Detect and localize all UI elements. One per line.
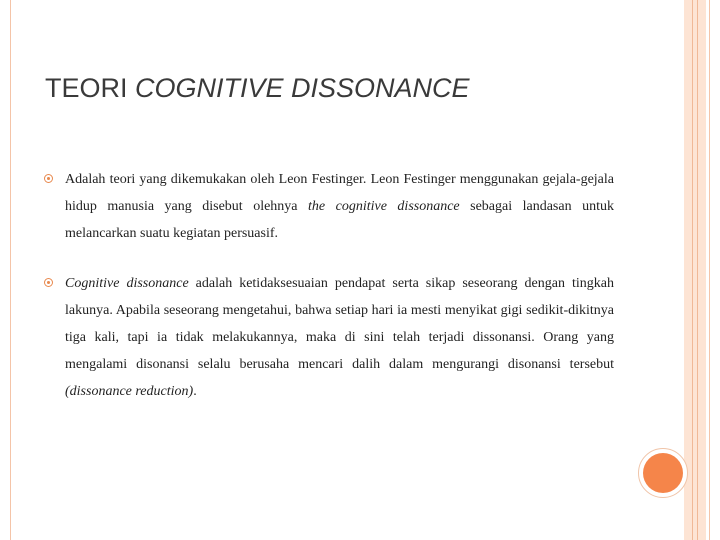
- title-plain: TEORI: [45, 73, 136, 103]
- bullet-text: sebagai landasan untuk melancarkan suatu kegiatan persuasif.: [65, 199, 614, 241]
- decorative-line: [697, 0, 698, 540]
- bullet-list: [44, 166, 614, 405]
- title-italic: COGNITIVE DISSONANCE: [135, 73, 470, 103]
- bullet-text: adalah ketidaksesuaian pendapat serta sikap seseorang dengan tingkah lakunya. Apabila seseorang mengetahui, bahwa setiap hari ia mesti menyikat gigi sedikit-dikitnya tiga kali, tapi ia tidak melakukannya, maka di sini telah terjadi dissonansi. Orang yang mengalami disonansi selalu berusaha mencari dalih dalam mengurangi disonansi tersebut: [65, 276, 614, 372]
- bullet-text: .: [193, 384, 197, 399]
- bullet-emphasis: (dissonance reduction): [65, 384, 194, 399]
- bullet-item-definition: [44, 166, 614, 247]
- slide-title: [45, 73, 470, 104]
- bullet-icon: [44, 174, 53, 183]
- decorative-line: [692, 0, 693, 540]
- bullet-item-explanation: [44, 270, 614, 405]
- bullet-emphasis: the cognitive dissonance: [308, 199, 460, 214]
- decorative-side-bar: [684, 0, 706, 540]
- bullet-text: Adalah teori yang dikemukakan oleh Leon Festinger. Leon Festinger menggunakan gejala-gejala hidup manusia yang disebut olehnya: [65, 172, 614, 214]
- decorative-circle: [643, 453, 683, 493]
- bullet-emphasis: Cognitive dissonance: [65, 276, 189, 291]
- bullet-icon: [44, 278, 53, 287]
